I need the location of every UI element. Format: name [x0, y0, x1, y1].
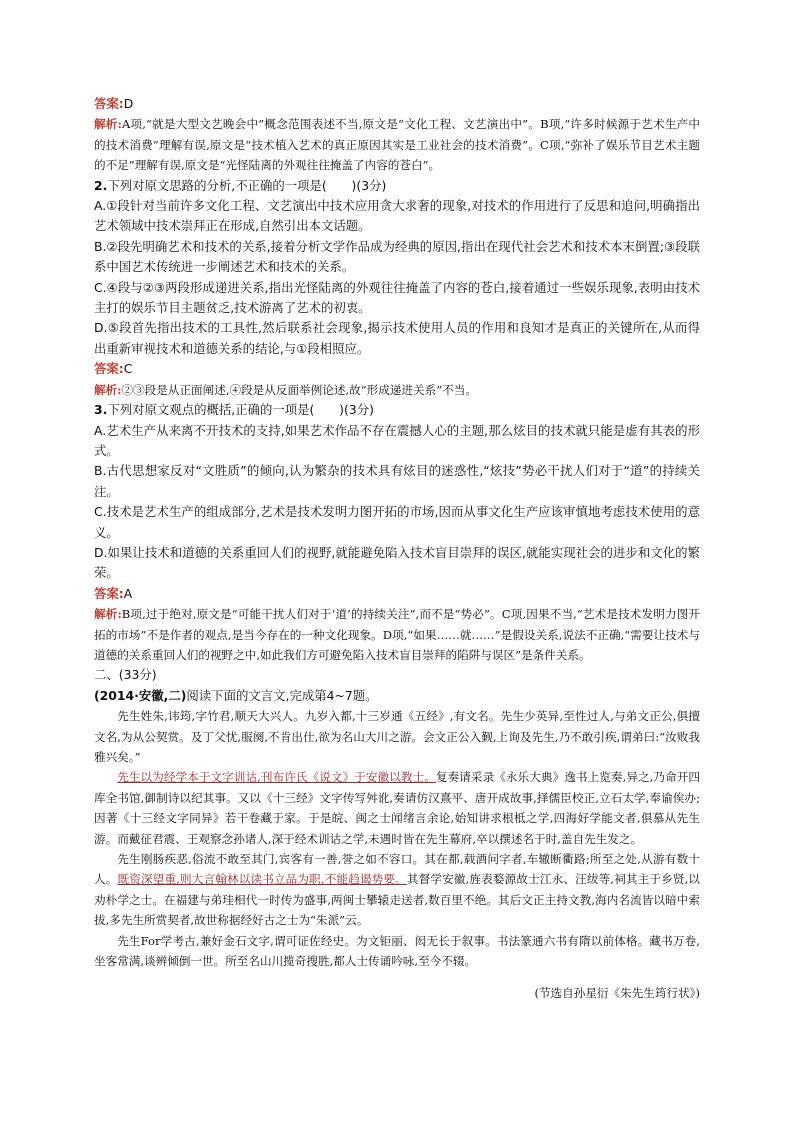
q3-number: 3. [94, 402, 108, 418]
analysis-label: 解析: [94, 382, 122, 397]
q2-option-a: A.①段针对当前许多文化工程、文艺演出中技术应用贪大求奢的现象,对技术的作用进行了反思和追问,明确指出艺术领域中技术崇拜正在形成,自然引出本文话题。 [94, 198, 700, 234]
passage-paragraph-2-text: 复奏请采录《永乐大典》逸书上览奏,异之,乃命开四库全书馆,御制诗以纪其事。又以《十三经》文字传写舛讹,奏请仿汉熹平、唐开成故事,择儒臣校正,立石太学,奉谕俟办;因著《十三经文字同异》若干卷藏于家。于是皖、闽之士闻绪言余论,始知讲求根柢之学,四海好学能文者,俱慕从先生游。而戴征君震、王观察念孙诸人,深于经术训诂之学,未遇时皆在先生幕府,卒以撰述名于时,盖自先生发之。 [94, 770, 701, 846]
underlined-sentence-1: 先生以为经学本于文字训诂,刊布许氏《说文》于安徽以教士。 [117, 770, 436, 785]
q3-stem [94, 400, 700, 420]
document-page [94, 94, 700, 1015]
q1-analysis [94, 114, 700, 175]
passage-paragraph-3 [94, 849, 700, 931]
passage-paragraph-1: 先生姓朱,讳筠,字竹君,顺天大兴人。九岁入都,十三岁通《五经》,有文名。先生少英异,至性过人,与弟文正公,俱擅文名,为从公契赏。及丁父忧,服阕,不肯出仕,欲为名山大川之游。会文正公入觐,上询及先生,乃不敢引疾,谓弟曰:“汝败我雅兴矣。” [94, 709, 700, 764]
q2-number: 2. [94, 177, 108, 193]
q3-answer [94, 584, 700, 604]
q2-stem [94, 176, 700, 196]
q2-analysis [94, 380, 700, 400]
answer-label: 答案: [94, 361, 124, 377]
q3-stem-text: 下列对原文观点的概括,正确的一项是( )(3分) [107, 402, 374, 418]
q3-option-d: D.如果让技术和道德的关系重回人们的视野,就能避免陷入技术盲目崇拜的误区,就能实现社会的进步和文化的繁荣。 [94, 544, 700, 581]
q3-analysis [94, 604, 700, 665]
q2-option-b: B.②段先明确艺术和技术的关系,接着分析文学作品成为经典的原因,指出在现代社会艺术和技术本末倒置;③段联系中国艺术传统进一步阐述艺术和技术的关系。 [94, 238, 700, 275]
passage-paragraph-2 [94, 767, 700, 849]
q3-analysis-text: B项,过于绝对,原文是“可能干扰人们对于‘道’的持续关注”,而不是“势必”。C项,因果不当,“艺术是技术发明力图开拓的市场”不是作者的观点,是当今存在的一种文化现象。D项,“如果……就……”是假设关系,说法不正确,“需要让技术与道德的关系重回人们的视野之中,如此我们方可避免陷入技术盲目崇拜的陷阱与误区”是条件关系。 [94, 607, 701, 662]
answer-label: 答案: [94, 96, 124, 111]
q2-option-d: D.⑤段首先指出技术的工具性,然后联系社会现象,揭示技术使用人员的作用和良知才是真正的关键所在,从而得出重新审视技术和道德关系的结论,与①段相照应。 [94, 320, 700, 356]
q1-analysis-text: A项,“就是大型文艺晚会中”概念范围表述不当,原文是“文化工程、文艺演出中”。B项,“许多时候源于艺术生产中的技术消费”理解有误,原文是“技术植入艺术的真正原因其实是工业社会的技术消费”。C项,“弥补了娱乐节目艺术主题的不足”理解有误,原文是“光怪陆离的外观往往掩盖了内容的苍白”。 [94, 117, 701, 173]
passage-paragraph-3a: 先生刚肠疾恶,俗流不敢至其门,宾客有一善,誉之如不容口。其在都,载酒问字者,车辙断衢路;所至之处,从游有数十人。 [94, 852, 700, 887]
answer-label: 答案: [94, 585, 124, 601]
q3-option-b: B.古代思想家反对“文胜质”的倾向,认为繁杂的技术具有炫目的迷惑性,“炫技”势必干扰人们对于“道”的持续关注。 [94, 463, 700, 499]
passage-paragraph-3b: 其督学安徽,旌表婺源故士江永、汪绂等,祠其主于乡贤,以劝朴学之士。在福建与弟珪相代一时传为盛事,两闽士攀辕走送者,数百里不绝。其后文正主持文教,海内名流皆以暗中索拔,多先生所赏契者,故世称据经好古之士为“朱派”云。 [94, 872, 700, 928]
section-intro-text: 阅读下面的文言文,完成第4~7题。 [186, 687, 378, 703]
section-heading: 二、(33分) [94, 667, 157, 683]
section-intro-source: (2014·安徽,二) [94, 687, 187, 703]
section-intro [94, 686, 700, 706]
q2-answer-value: C [123, 361, 133, 377]
q2-option-c: C.④段与②③两段形成递进关系,指出光怪陆离的外观往往掩盖了内容的苍白,接着通过一些娱乐现象,表明由技术主打的娱乐节目主题贫乏,技术游离了艺术的初衷。 [94, 279, 700, 316]
q1-answer-value: D [123, 96, 134, 111]
passage-source: (节选自孙星衍《朱先生筠行状》) [534, 986, 700, 1001]
q2-stem-text: 下列对原文思路的分析,不正确的一项是( )(3分) [107, 177, 387, 193]
analysis-label: 解析: [94, 607, 122, 622]
q2-analysis-text: ②③段是从正面阐述,④段是从反面举例论述,故“形成递进关系”不当。 [121, 382, 477, 397]
q3-option-a: A.艺术生产从来离不开技术的支持,如果艺术作品不存在震撼人心的主题,那么炫目的技术就只能是虚有其表的形式。 [94, 422, 700, 458]
q3-answer-value: A [123, 585, 133, 601]
underlined-sentence-2: 既资深望重,则大言翰林以读书立品为职,不能趋谒势要。 [117, 872, 407, 887]
q3-option-c: C.技术是艺术生产的组成部分,艺术是技术发明力图开拓的市场,因而从事文化生产应该审慎地考虑技术使用的意义。 [94, 504, 700, 540]
passage-paragraph-4: 先生For学考古,兼好金石文字,谓可证佐经史。为文钜丽、闳无长于叙事。书法篆通六书有隋以前体格。藏书万卷,坐客常满,谈辨倾倒一世。所至名山川揽奇搜胜,都人士传诵吟咏,至今不辍。 [94, 933, 700, 969]
analysis-label: 解析: [94, 117, 122, 132]
q2-answer [94, 359, 700, 379]
q1-answer [94, 94, 700, 114]
